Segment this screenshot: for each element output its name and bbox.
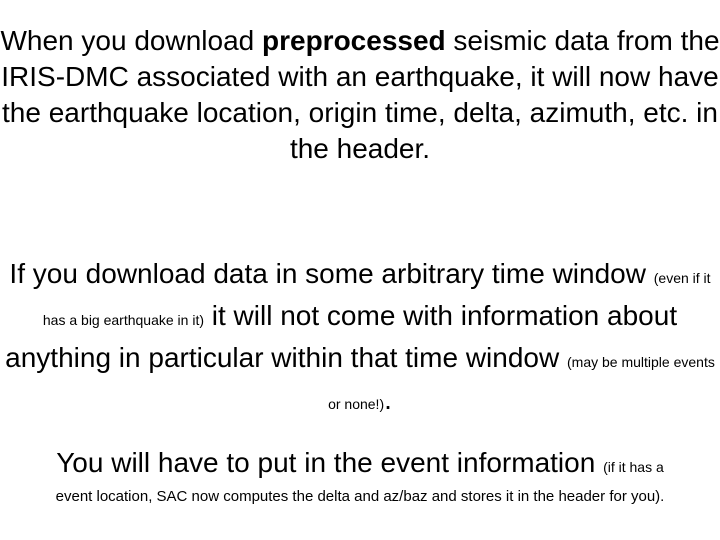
- paragraph2-part2: it will not come with information about anything in particular within that time window: [5, 300, 678, 373]
- paragraph2-part1: If you download data in some arbitrary time window: [9, 258, 654, 289]
- paragraph-event-information-line: [0, 445, 720, 485]
- paragraph3-note-start: (if it has a: [603, 459, 664, 475]
- paragraph1-emphasis: preprocessed: [262, 25, 446, 56]
- paragraph1-text-after: seismic data from the IRIS-DMC associated with an earthquake, it will now have the earthquake location, origin time, delta, azimuth, etc. in the header.: [1, 25, 720, 164]
- paragraph2-note1: (even if it has a big earthquake in it): [42, 270, 711, 328]
- paragraph2-note2: (may be multiple events or none!): [328, 354, 715, 412]
- paragraph-event-information-note: [0, 487, 720, 507]
- paragraph3-note-rest: event location, SAC now computes the delta and az/baz and stores it in the header for you).: [55, 488, 665, 505]
- paragraph1-text-before: When you download: [0, 25, 262, 56]
- paragraph2-end: .: [384, 384, 392, 415]
- paragraph-arbitrary-time-window: [0, 255, 720, 423]
- paragraph-preprocessed-data: [0, 23, 720, 167]
- paragraph3-main: You will have to put in the event information: [56, 447, 604, 478]
